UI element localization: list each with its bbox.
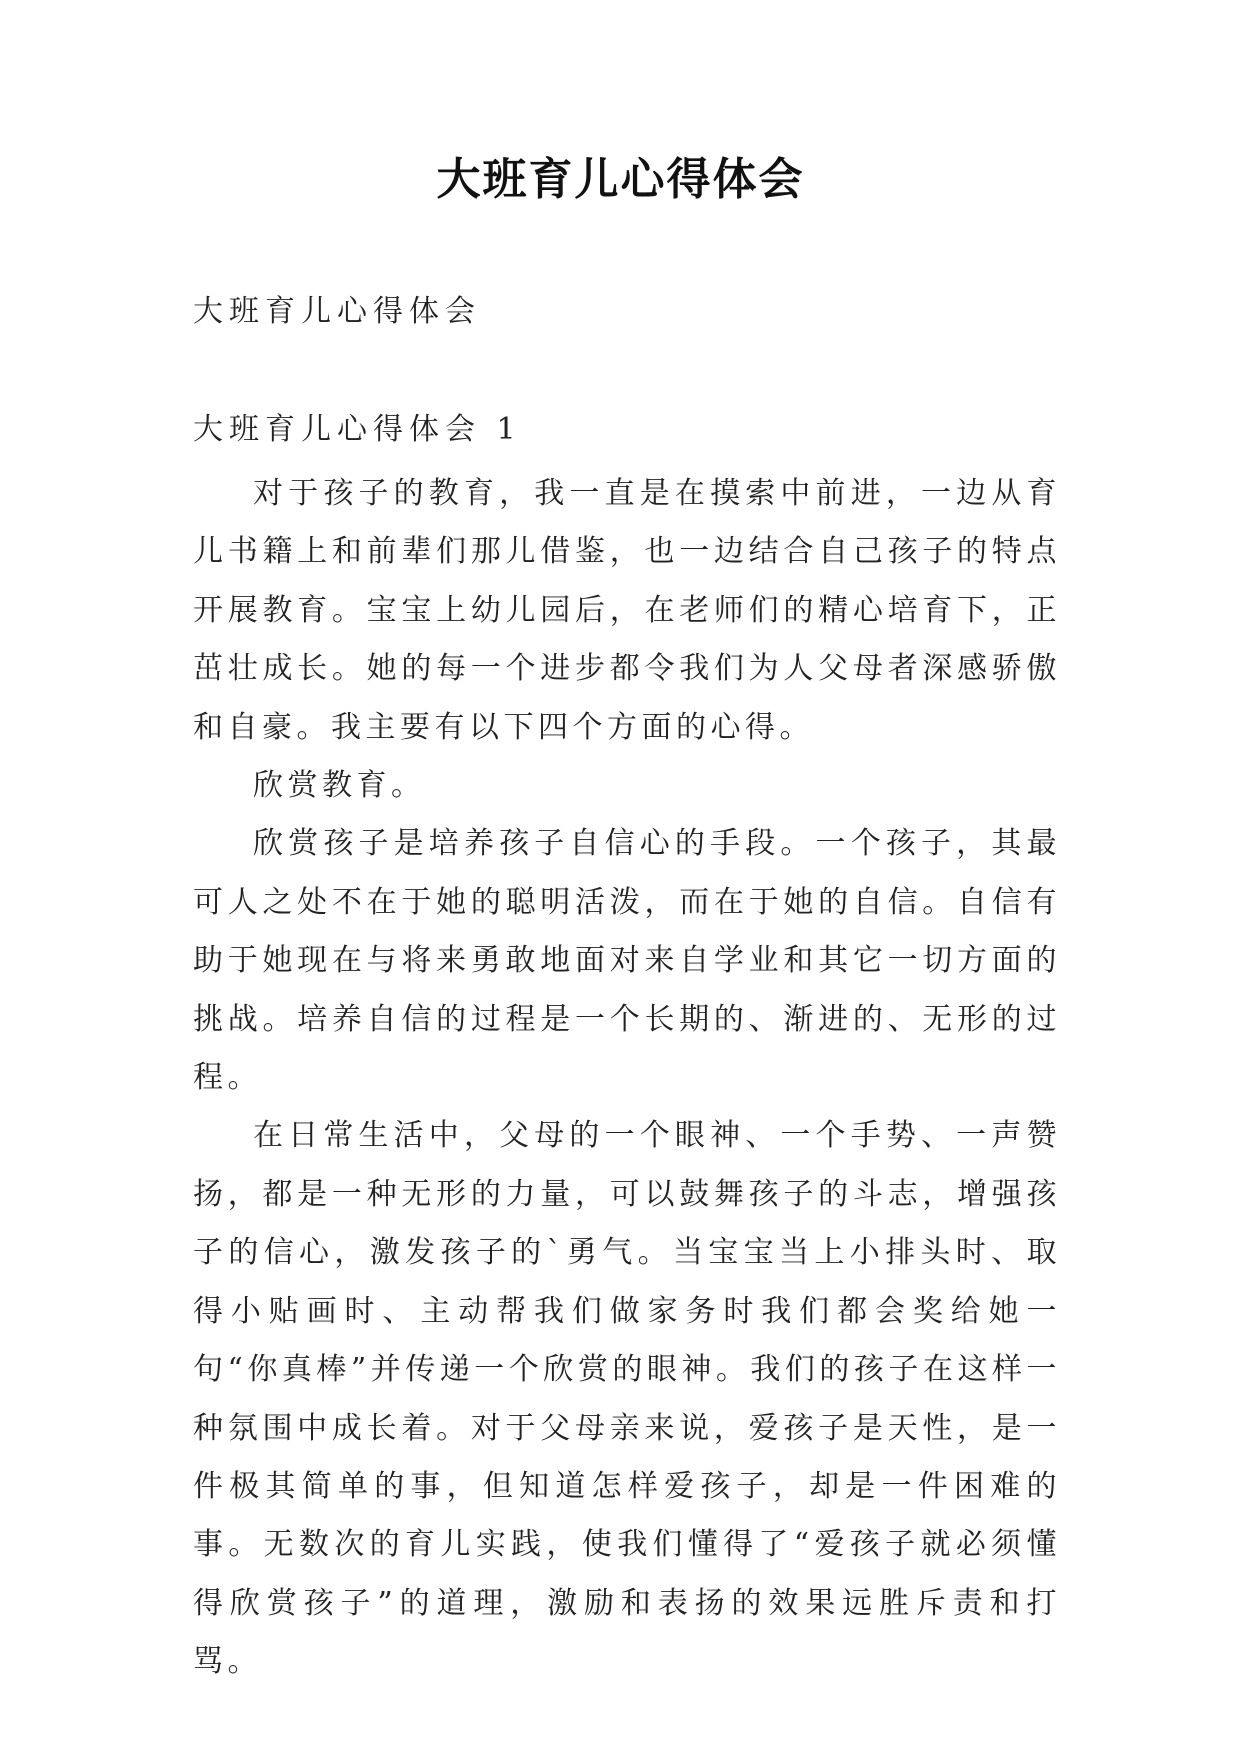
paragraph-1: 对于孩子的教育，我一直是在摸索中前进，一边从育儿书籍上和前辈们那儿借鉴，也一边结合自己孩子的特点开展教育。宝宝上幼儿园后，在老师们的精心培育下，正茁壮成长。她的每一个进步都令我们为人父母者深感骄傲和自豪。我主要有以下四个方面的心得。 (193, 476, 1061, 745)
document-subtitle: 大班育儿心得体会 (193, 294, 481, 329)
paragraph-3: 欣赏孩子是培养孩子自信心的手段。一个孩子，其最可人之处不在于她的聪明活泼，而在于她的自信。自信有助于她现在与将来勇敢地面对来自学业和其它一切方面的挑战。培养自信的过程是一个长期的、渐进的、无形的过程。 (193, 826, 1061, 1096)
document-title: 大班育儿心得体会 (436, 154, 805, 205)
paragraph-2: 欣赏教育。 (253, 768, 426, 804)
section-heading: 大班育儿心得体会 1 (193, 412, 522, 447)
paragraph-4: 在日常生活中，父母的一个眼神、一个手势、一声赞扬，都是一种无形的力量，可以鼓舞孩子的斗志，增强孩子的信心，激发孩子的`勇气。当宝宝当上小排头时、取得小贴画时、主动帮我们做家务时我们都会奖给她一句“你真棒”并传递一个欣赏的眼神。我们的孩子在这样一种氛围中成长着。对于父母亲来说，爱孩子是天性，是一件极其简单的事，但知道怎样爱孩子，却是一件困难的事。无数次的育儿实践，使我们懂得了“爱孩子就必须懂得欣赏孩子”的道理，激励和表扬的效果远胜斥责和打骂。 (193, 1118, 1061, 1680)
body-text (193, 465, 1061, 1692)
